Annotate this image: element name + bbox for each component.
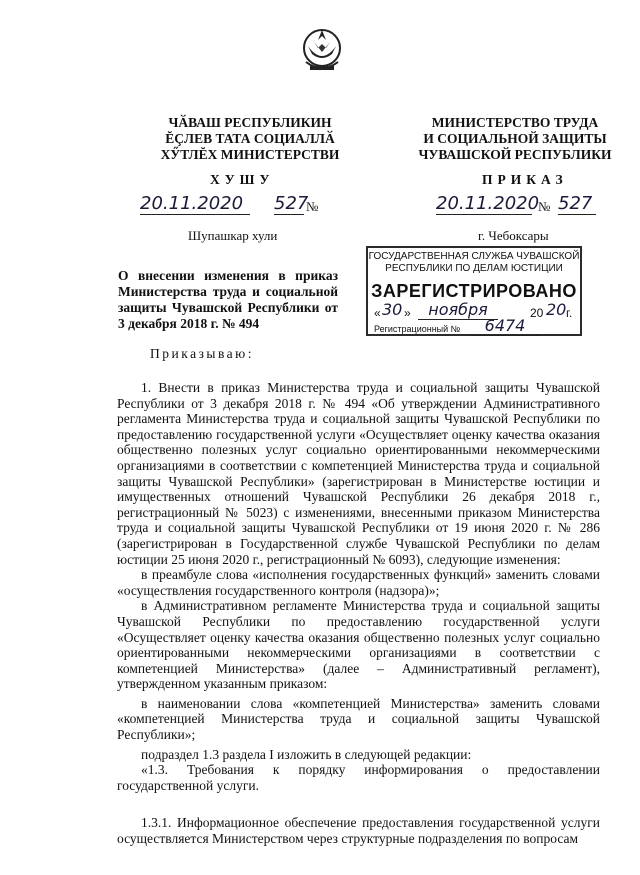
document-body (117, 380, 600, 847)
left-doc-type: ХУШУ (210, 172, 275, 187)
left-header-line: ХӲТЛĔХ МИНИСТЕРСТВИ (160, 147, 340, 162)
right-date-number (436, 193, 606, 219)
stamp-year: 20 (546, 300, 567, 319)
left-header-line: ĔÇЛЕВ ТАТА СОЦИАЛЛӐ (165, 131, 335, 146)
stamp-year-suffix: г. (566, 306, 573, 320)
stamp-day-open: « (374, 306, 381, 320)
registration-stamp (366, 246, 582, 336)
right-city: г. Чебоксары (478, 228, 549, 243)
left-date-number (140, 193, 330, 219)
right-doc-type: ПРИКАЗ (482, 172, 568, 187)
paragraph: в наименовании слова «компетенцией Министерства» заменить словами «компетенцией Министерства труда и социальной защиты Чувашской Республики»; (117, 695, 600, 743)
stamp-year-prefix: 20 (530, 306, 544, 320)
right-header-line: ЧУВАШСКОЙ РЕСПУБЛИКИ (418, 147, 612, 162)
paragraph: в преамбуле слова «исполнения государственных функций» заменить словами «осуществления государственного контроля (надзора)»; (117, 567, 600, 598)
coat-of-arms-emblem (298, 22, 346, 78)
right-date: 20.11.2020 (436, 193, 540, 214)
stamp-reg-line (374, 316, 574, 338)
order-word: Приказываю: (150, 346, 254, 361)
left-header (150, 115, 350, 163)
stamp-month: ноября (418, 300, 498, 320)
stamp-reg-number: 6474 (470, 316, 540, 336)
left-number-sign: № (306, 199, 319, 214)
right-header-line: МИНИСТЕРСТВО ТРУДА (431, 115, 599, 130)
stamp-org: ГОСУДАРСТВЕННАЯ СЛУЖБА ЧУВАШСКОЙ РЕСПУБЛИКИ ПО ДЕЛАМ ЮСТИЦИИ (368, 251, 580, 274)
left-header-line: ЧӐВАШ РЕСПУБЛИКИН (168, 115, 332, 130)
paragraph: 1. Внести в приказ Министерства труда и социальной защиты Чувашской Республики от 3 декабря 2018 г. № 494 «Об утверждении Административного регламента Министерства труда и социальной защиты Чувашской Республики по предоставлению государственной услуги «Осуществляет оценку качества оказания общественно полезных услуг социально ориентированными некоммерческими организациями в соответствии с компетенцией Министерства труда и социальной защиты Чувашской Республики» (зарегистрирован в Министерстве юстиции и имущественных отношений Чувашской Республики 26 декабря 2018 г., регистрационный № 5023) с изменениями, внесенными приказом Министерства труда и социальной защиты Чувашской Республики от 19 июня 2020 г. № 286 (зарегистрирован в Государственной службе Чувашской Республики по делам юстиции 25 июня 2020 г., регистрационный № 6093), следующие изменения: (117, 380, 600, 567)
right-number: 527 (558, 193, 596, 215)
left-city: Шупашкар хули (188, 228, 278, 243)
stamp-reg-label: Регистрационный № (374, 324, 461, 334)
document-title: О внесении изменения в приказ Министерства труда и социальной защиты Чувашской Республики от 3 декабря 2018 г. № 494 (118, 268, 338, 331)
left-number: 527 (274, 193, 309, 214)
left-date: 20.11.2020 (140, 193, 250, 215)
stamp-registered: ЗАРЕГИСТРИРОВАНО (371, 281, 577, 301)
paragraph: в Административном регламенте Министерства труда и социальной защиты Чувашской Республики по предоставлению государственной услуги «Осуществляет оценку качества оказания общественно полезных услуг социально ориентированными некоммерческими организациями в соответствии с компетенцией Министерства» (далее – Административный регламент), утвержденном указанным приказом: (117, 598, 600, 692)
right-number-sign: № (538, 199, 551, 214)
paragraph: подраздел 1.3 раздела I изложить в следующей редакции: (141, 746, 472, 762)
right-header (410, 115, 620, 163)
stamp-day-close: » (404, 306, 411, 320)
stamp-day: 30 (382, 300, 403, 319)
right-header-line: И СОЦИАЛЬНОЙ ЗАЩИТЫ (423, 131, 607, 146)
paragraph: «1.3. Требования к порядку информирования о предоставлении государственной услуги. (117, 762, 600, 793)
paragraph: 1.3.1. Информационное обеспечение предоставления государственной услуги осуществляется Министерством через структурные подразделения по вопросам (117, 815, 600, 847)
